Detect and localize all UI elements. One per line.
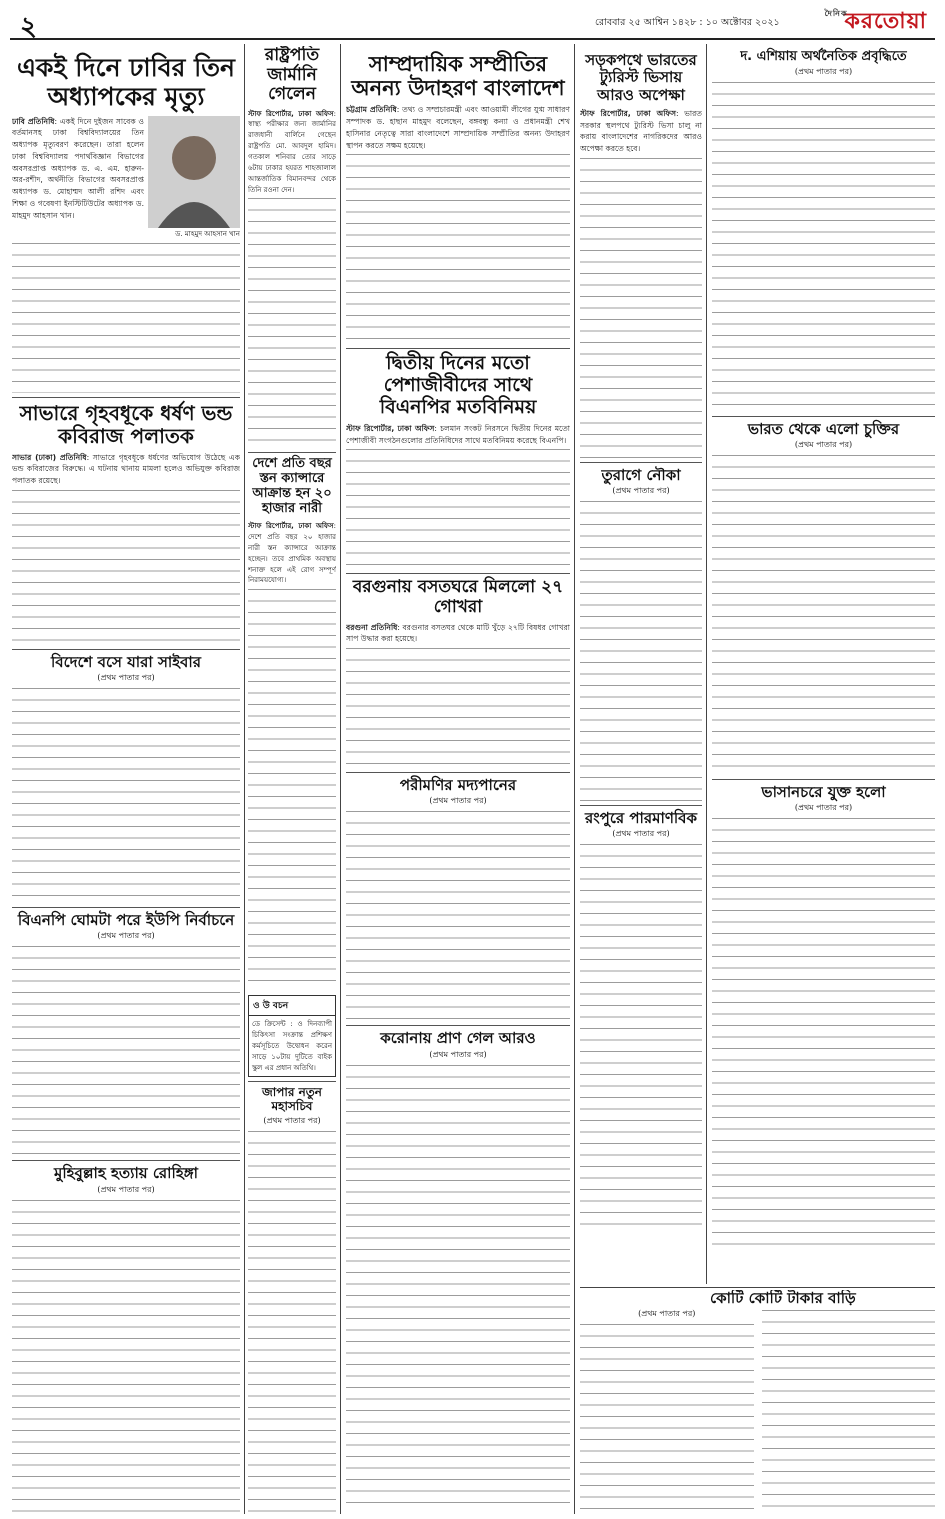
newspaper-logo: দৈনিক করতোয়া (824, 9, 927, 34)
article-text (712, 82, 935, 412)
headline-turag: তুরাগে নৌকা (601, 465, 681, 484)
article-text (712, 818, 935, 1248)
headline-bhasanchar: ভাসানচরে যুক্ত হলো (761, 783, 886, 802)
article-text (248, 1131, 336, 1512)
headline-bnp-professionals: দ্বিতীয় দিনের মতো পেশাজীবীদের সাথে বিএনপির মতবিনিময় (379, 352, 537, 419)
column-rule (706, 44, 707, 1284)
bottom-article (580, 1290, 935, 1512)
headline-president: রাষ্ট্রপতি জার্মানি গেলেন (264, 46, 320, 105)
article-text (580, 158, 702, 458)
article-body: স্টাফ রিপোর্টার, ঢাকা অফিস: স্বাস্থ্য পরীক্ষার জন্য জার্মানির রাজধানী বার্লিনে গেছেন রাষ্ট্রপতি মো. আবদুল হামিদ। গতকাল শনিবার তোর সাড়ে ৬টায় ঢাকার হযরত শাহজালাল আন্তর্জাতিক বিমানবন্দর থেকে তিনি রওনা দেন। (248, 109, 336, 194)
headline-crore-house: কোটি কোটি টাকার বাড়ি (710, 1290, 856, 1307)
article-body: স্টাফ রিপোর্টার, ঢাকা অফিস: ভারত সরকার স্থলপথে ট্যুরিস্ট ভিসা চালু না করায় বাংলাদেশের নাগরিকদের আরও অপেক্ষা করতে হবে। (580, 108, 702, 154)
column-rule (574, 44, 575, 1514)
box-title: ও উ বচন (249, 996, 335, 1016)
continued-label: (প্রথম পাতার পর) (638, 1309, 696, 1319)
horizontal-rule (580, 1287, 935, 1288)
boxed-notice (248, 995, 336, 1077)
continued-label: (প্রথম পাতার পর) (263, 1116, 321, 1126)
headline-dhaka-univ: একই দিনে ঢাবির তিন অধ্যাপকের মৃত্যু (17, 53, 235, 111)
article-text (12, 946, 240, 1156)
continued-label: (প্রথম পাতার পর) (794, 803, 853, 813)
headline-bnp-up: বিএনপি ঘোমটা পরে ইউপি নির্বাচনে (17, 911, 235, 930)
column-4 (580, 46, 702, 1282)
article-text (346, 449, 570, 569)
headline-savar: সাভারে গৃহবধূকে ধর্ষণ ভন্ড কবিরাজ পলাতক (19, 400, 233, 448)
continued-label: (প্রথম পাতার পর) (97, 931, 155, 941)
article-body: ঢাবি প্রতিনিধি: একই দিনে দুইজন সাবেক ও বর্তমানসহ ঢাকা বিশ্ববিদ্যালয়ের তিন অধ্যাপক মৃত্যুবরণ করেছেন। তারা হলেন ঢাকা বিশ্ববিদ্যালয় পদার্থবিজ্ঞান বিভাগের অবসরপ্রাপ্ত অধ্যাপক ড. এ. এম. হারুন-অর-রশীদ, অর্থনীতি বিভাগের অবসরপ্রাপ্ত অধ্যাপক ড. মোহাম্মদ আলী রশিদ এবং শিক্ষা ও গবেষণা ইনস্টিটিউটের অধ্যাপক ড. মাহমুদ আহসান খান। (12, 116, 144, 220)
article-text (248, 589, 336, 989)
headline-porimoni: পরীমণির মদ্যপানের (399, 776, 517, 795)
column-5 (712, 46, 935, 1282)
headline-india-agreement: ভারত থেকে এলো চুক্তির (747, 419, 900, 438)
article-text (12, 243, 240, 393)
article-text (762, 1310, 936, 1510)
article-body: চট্টগ্রাম প্রতিনিধি: তথ্য ও সম্প্রচারমন্ত্রী এবং আওয়ামী লীগের যুগ্ম সাধারণ সম্পাদক ড. হাছান মাহমুদ বলেছেন, বঙ্গবন্ধু কন্যা ও প্রধানমন্ত্রী শেখ হাসিনার নেতৃত্বে সারা বাংলাদেশে সাম্প্রদায়িক সম্প্রীতির অনন্য উদাহরণ স্থাপন করতে সক্ষম হয়েছে। (346, 105, 570, 150)
headline-breast-cancer: দেশে প্রতি বছর স্তন ক্যান্সারে আক্রান্ত হন ২০ হাজার নারী (252, 456, 332, 517)
headline-japa: জাপার নতুন মহাসচিব (262, 1085, 322, 1114)
article-text (346, 1065, 570, 1512)
headline-muhibullah: মুহিবুল্লাহ হত্যায় রোহিঙ্গা (53, 1164, 199, 1183)
headline-corona: করোনায় প্রাণ গেল আরও (380, 1029, 536, 1048)
article-body: বরগুনা প্রতিনিধি: বরগুনার বসতঘর থেকে মাটি খুঁড়ে ২৭টি বিষধর গোখরা সাপ উদ্ধার করা হয়েছে। (346, 622, 570, 644)
article-text (346, 154, 570, 344)
box-body: ডে ক্রিসেন্ট : ও দিনব্যাপী চিকিৎসা সংক্রান্ত প্রশিক্ষণ কর্মসূচিতে উদ্বোধন করেন সাড়ে ১০টায় দুটিতে বাইক স্কুল এর প্রধান অতিথি। (252, 1020, 332, 1072)
continued-label: (প্রথম পাতার পর) (429, 1049, 487, 1059)
continued-label: (প্রথম পাতার পর) (97, 673, 155, 683)
article-text (712, 455, 935, 775)
article-text (248, 198, 336, 448)
photo-caption: ড. মাহমুদ আহসান খান (175, 229, 240, 238)
headline-south-asia-growth: দ. এশিয়ায় অর্থনৈতিক প্রবৃদ্ধিতে (740, 49, 907, 64)
headline-rangpur-nuclear: রংপুরে পারমাণবিক (584, 809, 698, 828)
portrait-photo (148, 116, 240, 228)
continued-label: (প্রথম পাতার পর) (794, 440, 853, 450)
column-1 (12, 46, 240, 1512)
headline-communal-harmony: সাম্প্রদায়িক সম্প্রীতির অনন্য উদাহরণ বাংলাদেশ (351, 52, 565, 101)
continued-label: (প্রথম পাতার পর) (612, 829, 670, 839)
article-text (12, 490, 240, 645)
article-text (580, 844, 702, 1234)
headline-barguna-snakes: বরগুনায় বসতঘরে মিললো ২৭ গোখরা (352, 577, 564, 617)
continued-label: (প্রথম পাতার পর) (97, 1184, 155, 1194)
article-text (12, 688, 240, 903)
column-rule (340, 44, 341, 1514)
page-header (10, 4, 935, 40)
headline-tourist-visa: সড়কপথে ভারতের ট্যুরিস্ট ভিসায় আরও অপেক্ষা (585, 51, 697, 104)
article-text (346, 811, 570, 1021)
continued-label: (প্রথম পাতার পর) (429, 796, 487, 806)
continued-label: (প্রথম পাতার পর) (612, 486, 670, 496)
continued-label: (প্রথম পাতার পর) (794, 66, 853, 76)
article-text (12, 1200, 240, 1512)
column-3 (346, 46, 570, 1512)
article-text (580, 1324, 754, 1509)
page-date: রোববার ২৫ আশ্বিন ১৪২৮ : ১০ অক্টোবর ২০২১ (595, 17, 780, 28)
article-text (580, 501, 702, 801)
page-number: ২ (20, 12, 37, 42)
article-body: স্টাফ রিপোর্টার, ঢাকা অফিস: চলমান সংকট নিরসনে দ্বিতীয় দিনের মতো পেশাজীবী সংগঠনগুলোর প্রতিনিধিদের সাথে মতবিনিময় করেছে বিএনপি। (346, 423, 570, 445)
article-text (346, 648, 570, 768)
column-2 (248, 46, 336, 1512)
column-rule (244, 44, 245, 1514)
headline-cyber: বিদেশে বসে যারা সাইবার (50, 652, 201, 671)
article-body: স্টাফ রিপোর্টার, ঢাকা অফিস: দেশে প্রতি বছর ২০ হাজার নারী স্তন ক্যান্সারে আক্রান্ত হচ্ছেন। তবে প্রাথমিক অবস্থায় শনাক্ত হলে এই রোগ সম্পূর্ণ নিরাময়যোগ্য। (248, 522, 336, 585)
article-body: সাভার (ঢাকা) প্রতিনিধি: সাভারে গৃহবধূকে ধর্ষণের অভিযোগ উঠেছে এক ভন্ড কবিরাজের বিরুদ্ধে। এ ঘটনায় থানায় মামলা হলেও অভিযুক্ত কবিরাজ পলাতক রয়েছে। (12, 452, 240, 486)
